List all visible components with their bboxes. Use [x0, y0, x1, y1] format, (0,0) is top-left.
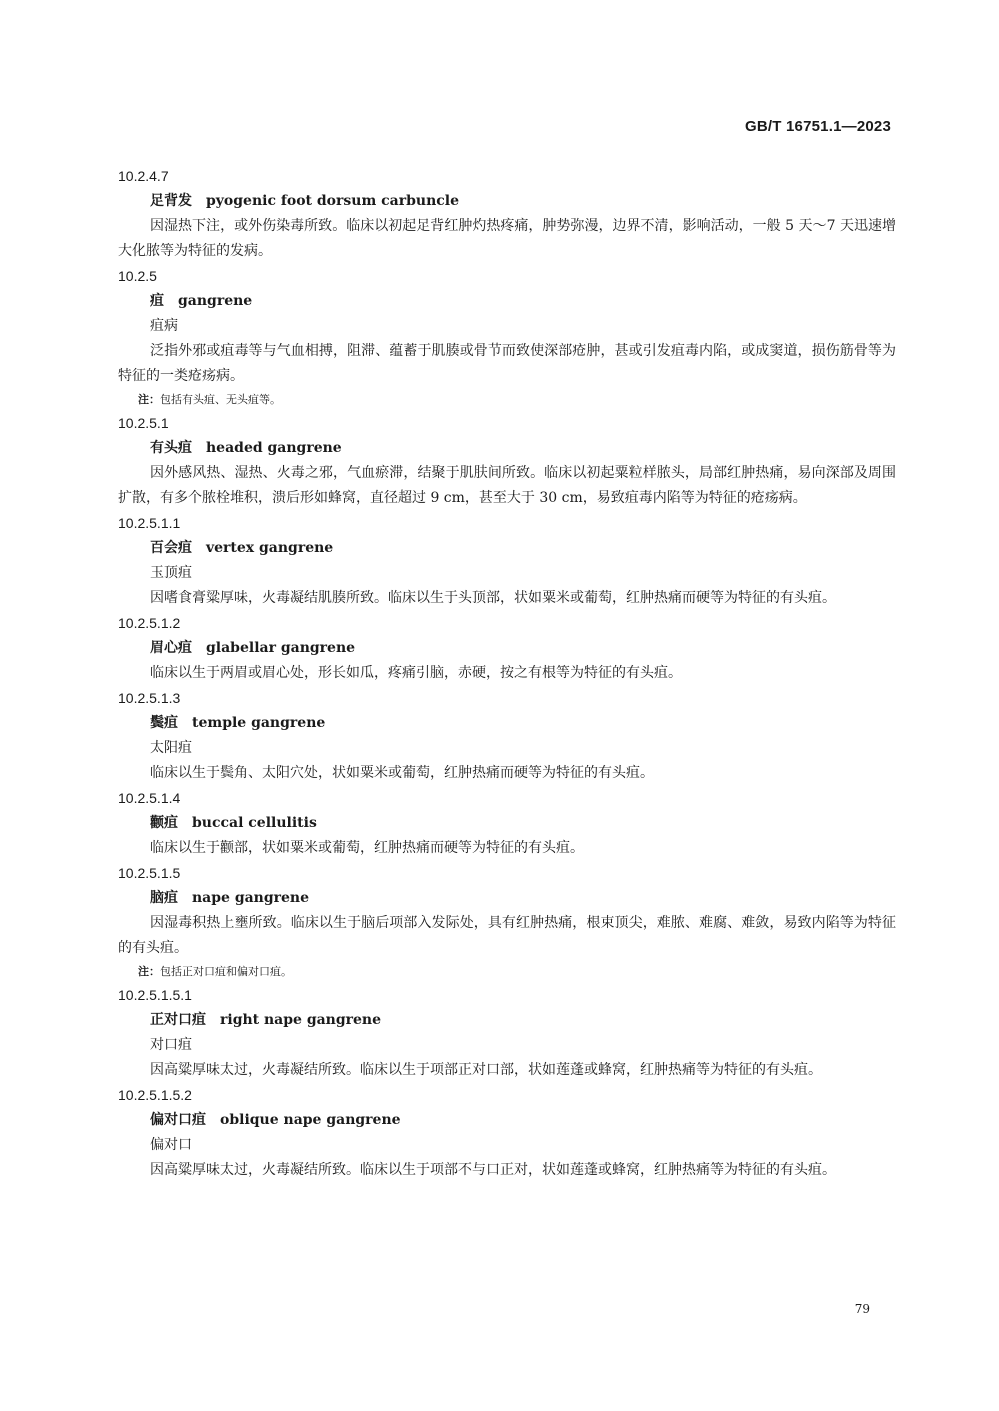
- entry-definition: 因高粱厚味太过，火毒凝结所致。临床以生于项部不与口正对，状如莲蓬或蜂窝，红肿热痛等为特征的有头疽。: [150, 1162, 836, 1178]
- entry-term: [118, 1108, 896, 1133]
- entry-number: 10.2.4.7: [118, 168, 169, 184]
- entry-term: [118, 536, 896, 561]
- entry: [118, 786, 896, 861]
- entry-term: [118, 636, 896, 661]
- entry-number: 10.2.5.1: [118, 415, 169, 431]
- term-english: glabellar gangrene: [206, 640, 356, 656]
- entry-definition: 因高粱厚味太过，火毒凝结所致。临床以生于项部正对口部，状如莲蓬或蜂窝，红肿热痛等为特征的有头疽。: [150, 1062, 822, 1078]
- entry-term: [118, 886, 896, 911]
- term-chinese: 眉心疽: [150, 640, 192, 656]
- entry-definition: 因湿热下注，或外伤染毒所致。临床以初起足背红肿灼热疼痛，肿势弥漫，边界不清，影响活动，一般 5 天～7 天迅速增大化脓等为特征的发病。: [118, 218, 896, 259]
- term-chinese: 百会疽: [150, 540, 192, 556]
- entry-term: [118, 189, 896, 214]
- entry-synonym: 对口疽: [150, 1037, 192, 1053]
- entry-note: [118, 389, 896, 411]
- term-english: oblique nape gangrene: [220, 1112, 401, 1128]
- term-chinese: 足背发: [150, 193, 192, 209]
- entry-definition: 因外感风热、湿热、火毒之邪，气血瘀滞，结聚于肌肤间所致。临床以初起粟粒样脓头，局部红肿热痛，易向深部及周围扩散，有多个脓栓堆积，溃后形如蜂窝，直径超过 9 cm，甚至大于 30 cm，易致疽毒内陷等为特征的疮疡病。: [118, 465, 896, 506]
- note-label: 注：: [138, 394, 160, 406]
- entry-number: 10.2.5.1.5: [118, 865, 181, 881]
- entry: [118, 861, 896, 983]
- term-english: headed gangrene: [206, 440, 342, 456]
- term-chinese: 鬓疽: [150, 715, 178, 731]
- term-english: buccal cellulitis: [192, 815, 317, 831]
- term-chinese: 偏对口疽: [150, 1112, 206, 1128]
- note-text: 包括正对口疽和偏对口疽。: [160, 965, 292, 978]
- entry-number: 10.2.5.1.3: [118, 690, 181, 706]
- entry-synonym: 偏对口: [150, 1137, 192, 1153]
- term-chinese: 正对口疽: [150, 1012, 206, 1028]
- page-number: 79: [854, 1302, 870, 1316]
- term-english: vertex gangrene: [206, 540, 334, 556]
- entry-number: 10.2.5.1.5.2: [118, 1087, 192, 1103]
- term-chinese: 脑疽: [150, 890, 178, 906]
- term-chinese: 颧疽: [150, 815, 178, 831]
- entry-definition: 临床以生于颧部，状如粟米或葡萄，红肿热痛而硬等为特征的有头疽。: [150, 840, 584, 856]
- entry: [118, 511, 896, 611]
- entry-definition: 临床以生于两眉或眉心处，形长如瓜，疼痛引脑，赤硬，按之有根等为特征的有头疽。: [150, 665, 682, 681]
- entry-synonym: 玉顶疽: [150, 565, 192, 581]
- term-english: right nape gangrene: [220, 1012, 382, 1028]
- document-body: [118, 164, 896, 1183]
- term-english: gangrene: [178, 293, 253, 309]
- standard-code: GB/T 16751.1—2023: [745, 118, 891, 135]
- term-english: temple gangrene: [192, 715, 326, 731]
- entry-definition: 临床以生于鬓角、太阳穴处，状如粟米或葡萄，红肿热痛而硬等为特征的有头疽。: [150, 765, 654, 781]
- entry-term: [118, 289, 896, 314]
- entry-note: [118, 961, 896, 983]
- term-chinese: 疽: [150, 293, 164, 309]
- entry-definition: 因湿毒积热上壅所致。临床以生于脑后项部入发际处，具有红肿热痛，根束顶尖，难脓、难腐、难敛，易致内陷等为特征的有头疽。: [118, 915, 896, 956]
- entry-term: [118, 811, 896, 836]
- entry: [118, 164, 896, 264]
- entry-term: [118, 436, 896, 461]
- entry-number: 10.2.5.1.2: [118, 615, 181, 631]
- entry-synonym: 太阳疽: [150, 740, 192, 756]
- entry-number: 10.2.5: [118, 268, 157, 284]
- entry: [118, 611, 896, 686]
- note-label: 注：: [138, 966, 160, 978]
- entry: [118, 411, 896, 511]
- note-text: 包括有头疽、无头疽等。: [160, 393, 281, 406]
- term-chinese: 有头疽: [150, 440, 192, 456]
- entry-number: 10.2.5.1.4: [118, 790, 181, 806]
- entry: [118, 983, 896, 1083]
- entry-definition: 因嗜食膏粱厚味，火毒凝结肌腠所致。临床以生于头顶部，状如粟米或葡萄，红肿热痛而硬等为特征的有头疽。: [150, 590, 836, 606]
- entry: [118, 686, 896, 786]
- term-english: nape gangrene: [192, 890, 310, 906]
- entry: [118, 1083, 896, 1183]
- entry-term: [118, 711, 896, 736]
- term-english: pyogenic foot dorsum carbuncle: [206, 193, 460, 209]
- entry-definition: 泛指外邪或疽毒等与气血相搏，阻滞、蕴蓄于肌腠或骨节而致使深部疮肿，甚或引发疽毒内陷，或成窦道，损伤筋骨等为特征的一类疮疡病。: [118, 343, 896, 384]
- entry-number: 10.2.5.1.5.1: [118, 987, 192, 1003]
- entry-term: [118, 1008, 896, 1033]
- entry: [118, 264, 896, 411]
- entry-synonym: 疽病: [150, 318, 178, 334]
- entry-number: 10.2.5.1.1: [118, 515, 181, 531]
